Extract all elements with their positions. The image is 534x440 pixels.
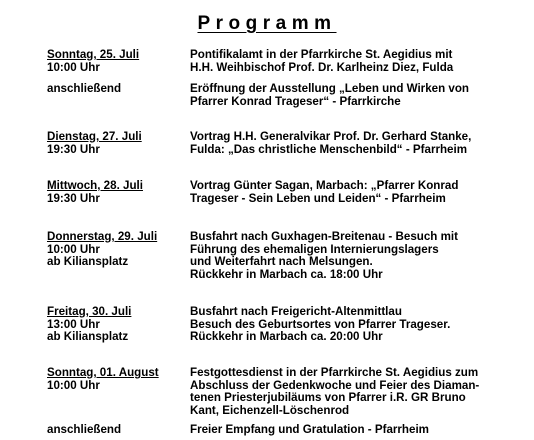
entry-description-line: Rückkehr in Marbach ca. 20:00 Uhr bbox=[190, 330, 383, 343]
entry-time: 10:00 Uhr bbox=[47, 242, 100, 256]
entry-description bbox=[190, 306, 530, 344]
entry-departure-place: ab Kiliansplatz bbox=[47, 330, 129, 343]
entry-date: Freitag, 30. Juli bbox=[47, 305, 132, 318]
entry-description-line: Trageser - Sein Leben und Leiden“ - Pfarrheim bbox=[190, 191, 446, 205]
entry-description-line: H.H. Weihbischof Prof. Dr. Karlheinz Diez, Fulda bbox=[190, 60, 454, 74]
entry-date-time bbox=[47, 83, 187, 96]
entry-description-line: Fulda: „Das christliche Menschenbild“ - Pfarrheim bbox=[190, 142, 468, 156]
entry-date-time bbox=[47, 306, 187, 344]
entry-description-line: Eröffnung der Ausstellung „Leben und Wirken von bbox=[190, 82, 470, 95]
entry-description-line: Pfarrer Konrad Trageser“ - Pfarrkirche bbox=[190, 94, 401, 108]
entry-date: Mittwoch, 28. Juli bbox=[47, 179, 143, 192]
entry-description bbox=[190, 424, 530, 437]
entry-description-line: tenen Priesterjubiläums von Pfarrer i.R. GR Bruno bbox=[190, 391, 466, 404]
entry-date-time bbox=[47, 424, 187, 437]
entry-date-time bbox=[47, 367, 187, 392]
entry-date: Sonntag, 01. August bbox=[47, 366, 159, 379]
entry-description bbox=[190, 131, 530, 156]
entry-time: 19:30 Uhr bbox=[47, 191, 100, 205]
entry-description-line: Vortrag H.H. Generalvikar Prof. Dr. Gerhard Stanke, bbox=[190, 130, 472, 143]
entry-date-time bbox=[47, 231, 187, 269]
entry-description bbox=[190, 49, 530, 74]
entry-date: Sonntag, 25. Juli bbox=[47, 48, 140, 61]
entry-time: anschließend bbox=[47, 423, 122, 436]
entry-time: anschließend bbox=[47, 82, 122, 95]
entry-description-line: Vortrag Günter Sagan, Marbach: „Pfarrer Konrad bbox=[190, 179, 459, 192]
entry-description bbox=[190, 83, 530, 108]
entry-description bbox=[190, 367, 530, 417]
entry-time: 10:00 Uhr bbox=[47, 378, 100, 392]
entry-description-line: Führung des ehemaligen Internierungslagers bbox=[190, 242, 439, 256]
entry-date-time bbox=[47, 180, 187, 205]
entry-departure-place: ab Kiliansplatz bbox=[47, 255, 129, 268]
entry-description-line: Abschluss der Gedenkwoche und Feier des Diaman- bbox=[190, 378, 480, 392]
entry-description bbox=[190, 231, 530, 281]
entry-description-line: Busfahrt nach Freigericht-Altenmittlau bbox=[190, 305, 402, 318]
page-title: Programm bbox=[197, 13, 337, 34]
entry-description-line: und Weiterfahrt nach Melsungen. bbox=[190, 255, 373, 268]
entry-date-time bbox=[47, 131, 187, 156]
entry-description-line: Busfahrt nach Guxhagen-Breitenau - Besuch mit bbox=[190, 230, 458, 243]
entry-description-line: Freier Empfang und Gratulation - Pfarrheim bbox=[190, 423, 429, 436]
entry-description-line: Rückkehr in Marbach ca. 18:00 Uhr bbox=[190, 267, 383, 281]
entry-time: 13:00 Uhr bbox=[47, 317, 100, 331]
entry-date: Dienstag, 27. Juli bbox=[47, 130, 142, 143]
entry-time: 10:00 Uhr bbox=[47, 60, 100, 74]
entry-date: Donnerstag, 29. Juli bbox=[47, 230, 158, 243]
entry-description-line: Kant, Eichenzell-Löschenrod bbox=[190, 403, 350, 417]
entry-description bbox=[190, 180, 530, 205]
entry-date-time bbox=[47, 49, 187, 74]
entry-time: 19:30 Uhr bbox=[47, 142, 100, 156]
entry-description-line: Pontifikalamt in der Pfarrkirche St. Aegidius mit bbox=[190, 48, 453, 61]
entry-description-line: Festgottesdienst in der Pfarrkirche St. Aegidius zum bbox=[190, 366, 479, 379]
entry-description-line: Besuch des Geburtsortes von Pfarrer Trageser. bbox=[190, 317, 451, 331]
